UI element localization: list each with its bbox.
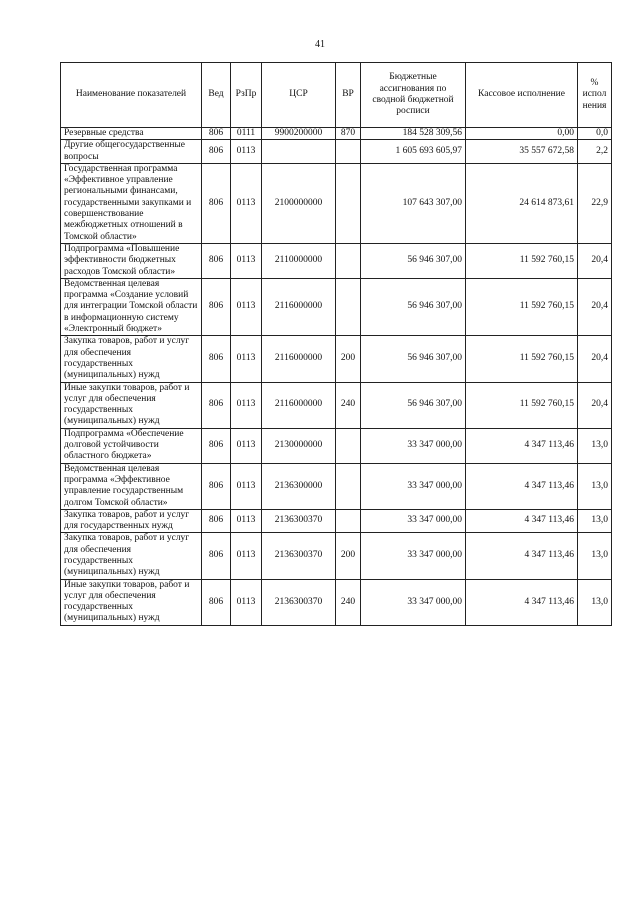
row-assignments: 33 347 000,00 [361, 579, 466, 625]
row-rzpr: 0113 [231, 579, 262, 625]
row-rzpr: 0113 [231, 243, 262, 278]
row-rzpr: 0113 [231, 278, 262, 335]
row-cash-execution: 11 592 760,15 [466, 336, 578, 382]
row-cash-execution: 11 592 760,15 [466, 278, 578, 335]
row-ved: 806 [202, 278, 231, 335]
row-vr [336, 140, 361, 164]
row-rzpr: 0113 [231, 533, 262, 579]
row-ved: 806 [202, 336, 231, 382]
table-row [61, 278, 612, 335]
header-execution-percent: % испол нения [578, 63, 612, 128]
row-execution-percent: 20,4 [578, 243, 612, 278]
row-assignments: 56 946 307,00 [361, 382, 466, 428]
row-ved: 806 [202, 128, 231, 140]
table-row [61, 336, 612, 382]
table-row [61, 428, 612, 463]
row-csr: 2100000000 [262, 163, 336, 243]
table-row [61, 128, 612, 140]
row-csr: 2136300370 [262, 579, 336, 625]
header-assignments: Бюджетные ассигнования по сводной бюджетной росписи [361, 63, 466, 128]
row-cash-execution: 11 592 760,15 [466, 382, 578, 428]
table-row [61, 533, 612, 579]
row-rzpr: 0113 [231, 509, 262, 533]
table-row [61, 163, 612, 243]
row-ved: 806 [202, 140, 231, 164]
row-ved: 806 [202, 533, 231, 579]
row-cash-execution: 35 557 672,58 [466, 140, 578, 164]
row-vr: 870 [336, 128, 361, 140]
header-rzpr: РзПр [231, 63, 262, 128]
row-rzpr: 0113 [231, 163, 262, 243]
row-name: Закупка товаров, работ и услуг для обеспечения государственных (муниципальных) нужд [61, 336, 202, 382]
table-row [61, 579, 612, 625]
row-vr [336, 278, 361, 335]
row-vr [336, 428, 361, 463]
row-assignments: 33 347 000,00 [361, 428, 466, 463]
row-execution-percent: 13,0 [578, 463, 612, 509]
row-ved: 806 [202, 463, 231, 509]
row-execution-percent: 20,4 [578, 278, 612, 335]
row-vr: 240 [336, 579, 361, 625]
row-execution-percent: 13,0 [578, 428, 612, 463]
row-assignments: 184 528 309,56 [361, 128, 466, 140]
row-cash-execution: 4 347 113,46 [466, 533, 578, 579]
table-row [61, 509, 612, 533]
row-name: Закупка товаров, работ и услуг для обеспечения государственных (муниципальных) нужд [61, 533, 202, 579]
row-ved: 806 [202, 579, 231, 625]
row-csr: 2116000000 [262, 278, 336, 335]
row-vr [336, 509, 361, 533]
row-assignments: 33 347 000,00 [361, 533, 466, 579]
header-csr: ЦСР [262, 63, 336, 128]
row-execution-percent: 13,0 [578, 579, 612, 625]
header-name: Наименование показателей [61, 63, 202, 128]
page-number: 41 [315, 39, 325, 50]
row-execution-percent: 22,9 [578, 163, 612, 243]
row-name: Подпрограмма «Обеспечение долговой устойчивости областного бюджета» [61, 428, 202, 463]
row-vr [336, 463, 361, 509]
table-header-row [61, 63, 612, 128]
row-execution-percent: 20,4 [578, 336, 612, 382]
row-assignments: 33 347 000,00 [361, 509, 466, 533]
row-csr: 2136300370 [262, 533, 336, 579]
row-cash-execution: 24 614 873,61 [466, 163, 578, 243]
table-row [61, 463, 612, 509]
row-vr: 240 [336, 382, 361, 428]
row-name: Иные закупки товаров, работ и услуг для обеспечения государственных (муниципальных) нужд [61, 579, 202, 625]
row-assignments: 56 946 307,00 [361, 243, 466, 278]
table-row [61, 140, 612, 164]
row-name: Государственная программа «Эффективное управление региональными финансами, государственными закупками и совершенствование межбюджетных отношений в Томской области» [61, 163, 202, 243]
row-cash-execution: 11 592 760,15 [466, 243, 578, 278]
row-rzpr: 0113 [231, 140, 262, 164]
row-name: Закупка товаров, работ и услуг для государственных нужд [61, 509, 202, 533]
row-cash-execution: 4 347 113,46 [466, 509, 578, 533]
row-name: Ведомственная целевая программа «Создание условий для интеграции Томской области в информационную систему «Электронный бюджет» [61, 278, 202, 335]
row-csr: 2116000000 [262, 382, 336, 428]
row-csr [262, 140, 336, 164]
row-csr: 9900200000 [262, 128, 336, 140]
row-rzpr: 0113 [231, 463, 262, 509]
row-rzpr: 0113 [231, 382, 262, 428]
row-vr [336, 243, 361, 278]
row-execution-percent: 13,0 [578, 509, 612, 533]
row-vr: 200 [336, 336, 361, 382]
row-assignments: 1 605 693 605,97 [361, 140, 466, 164]
row-rzpr: 0111 [231, 128, 262, 140]
header-cash-execution: Кассовое исполнение [466, 63, 578, 128]
row-cash-execution: 4 347 113,46 [466, 428, 578, 463]
row-vr: 200 [336, 533, 361, 579]
row-rzpr: 0113 [231, 336, 262, 382]
row-csr: 2136300000 [262, 463, 336, 509]
row-execution-percent: 13,0 [578, 533, 612, 579]
row-assignments: 56 946 307,00 [361, 336, 466, 382]
row-execution-percent: 2,2 [578, 140, 612, 164]
row-assignments: 33 347 000,00 [361, 463, 466, 509]
row-execution-percent: 0,0 [578, 128, 612, 140]
row-ved: 806 [202, 382, 231, 428]
row-ved: 806 [202, 243, 231, 278]
row-csr: 2110000000 [262, 243, 336, 278]
table-row [61, 243, 612, 278]
row-csr: 2136300370 [262, 509, 336, 533]
table-row [61, 382, 612, 428]
row-ved: 806 [202, 509, 231, 533]
row-ved: 806 [202, 163, 231, 243]
row-csr: 2130000000 [262, 428, 336, 463]
row-name: Другие общегосударственные вопросы [61, 140, 202, 164]
header-vr: ВР [336, 63, 361, 128]
row-assignments: 56 946 307,00 [361, 278, 466, 335]
row-rzpr: 0113 [231, 428, 262, 463]
row-cash-execution: 4 347 113,46 [466, 579, 578, 625]
row-name: Подпрограмма «Повышение эффективности бюджетных расходов Томской области» [61, 243, 202, 278]
header-ved: Вед [202, 63, 231, 128]
row-cash-execution: 0,00 [466, 128, 578, 140]
row-name: Иные закупки товаров, работ и услуг для обеспечения государственных (муниципальных) нужд [61, 382, 202, 428]
row-vr [336, 163, 361, 243]
row-name: Ведомственная целевая программа «Эффективное управление государственным долгом Томской области» [61, 463, 202, 509]
row-execution-percent: 20,4 [578, 382, 612, 428]
budget-table [60, 62, 612, 626]
row-assignments: 107 643 307,00 [361, 163, 466, 243]
row-cash-execution: 4 347 113,46 [466, 463, 578, 509]
row-name: Резервные средства [61, 128, 202, 140]
row-ved: 806 [202, 428, 231, 463]
row-csr: 2116000000 [262, 336, 336, 382]
